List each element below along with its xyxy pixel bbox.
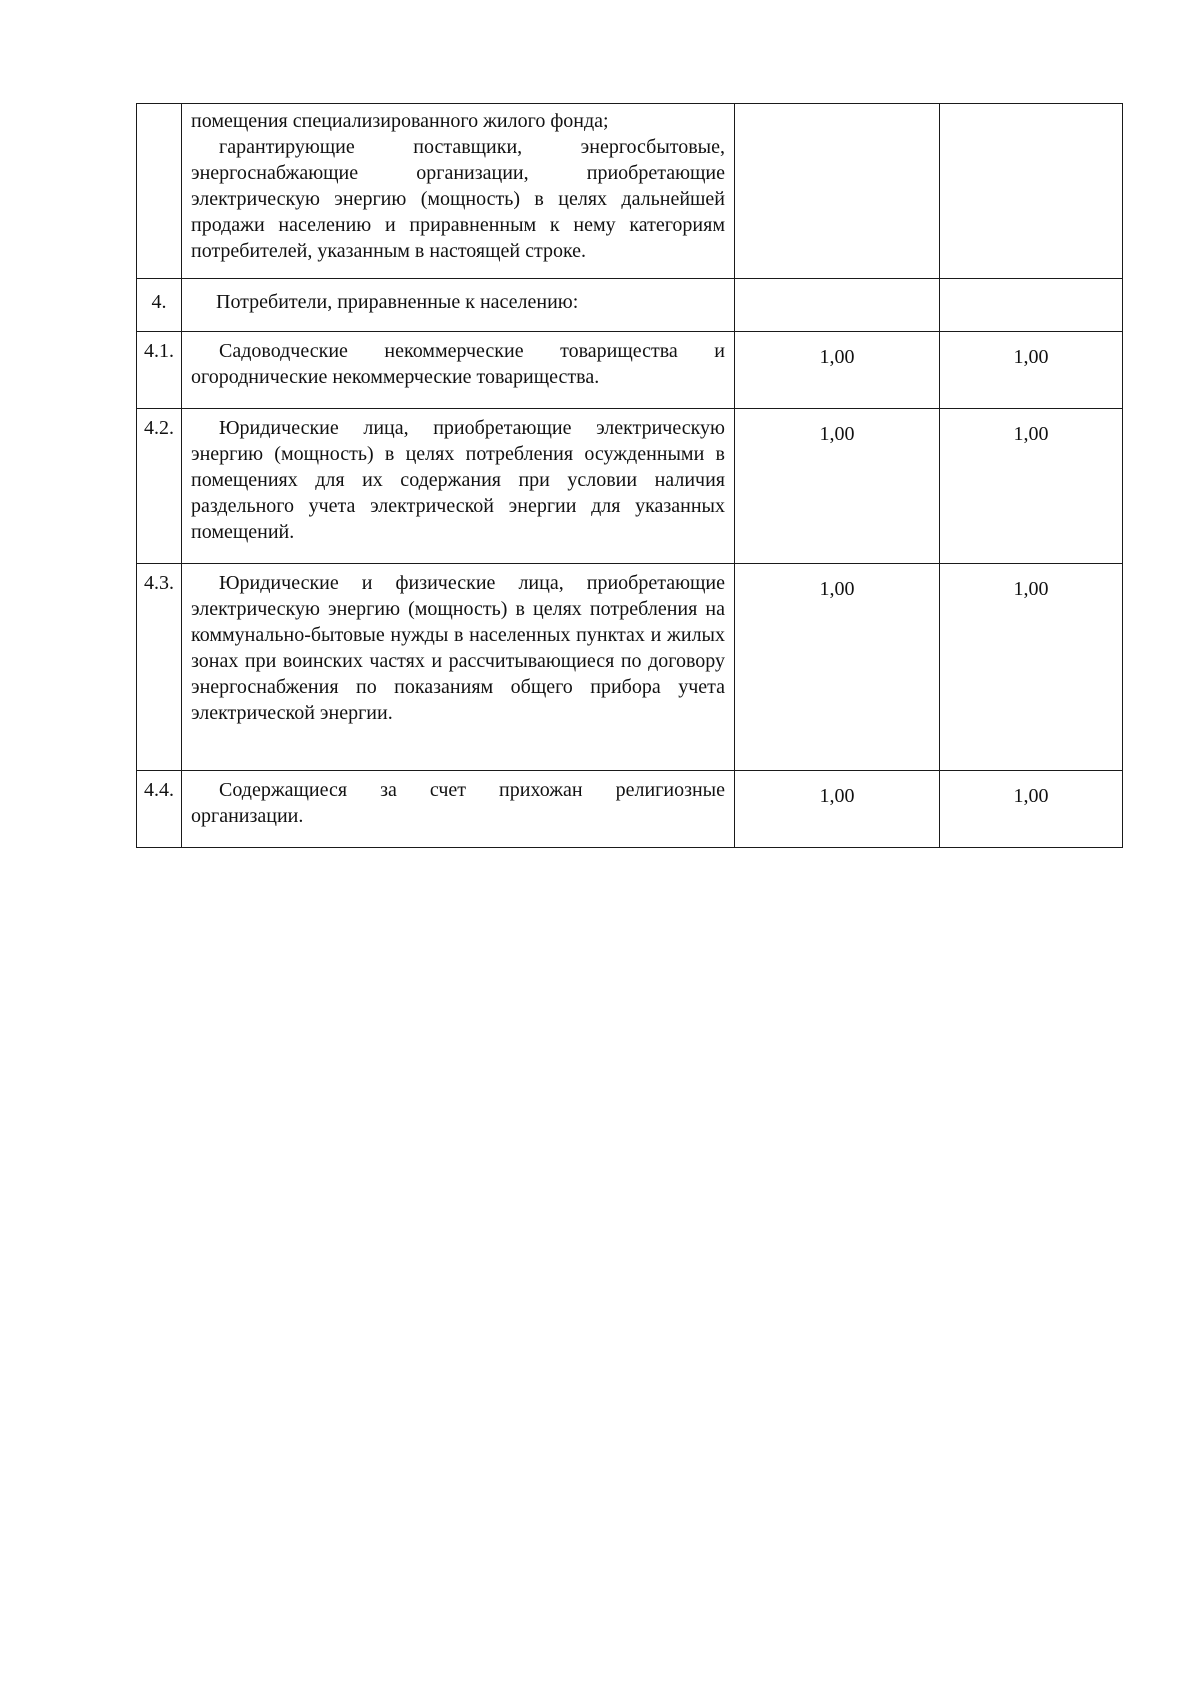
row-value-1-cell [735,104,940,279]
row-value-1 [735,279,940,332]
row-value-1: 1,00 [735,771,940,848]
row-description: Садоводческие некоммерческие товарищества и огороднические некоммерческие товарищества. [191,340,725,388]
row-value-2: 1,00 [940,332,1123,409]
row-number: 4.4. [137,771,182,848]
row-number: 4.3. [137,564,182,771]
row-description-cell [182,409,735,564]
row-value-2-cell [940,104,1123,279]
table-row [137,332,1123,409]
row-value-1: 1,00 [735,332,940,409]
table-row [137,409,1123,564]
row-value-1: 1,00 [735,409,940,564]
row-value-2 [940,279,1123,332]
description-line: помещения специализированного жилого фонда; [191,110,609,132]
row-value-2: 1,00 [940,564,1123,771]
row-value-1: 1,00 [735,564,940,771]
row-number: 4.1. [137,332,182,409]
table-row [137,279,1123,332]
table-row [137,564,1123,771]
row-number: 4. [137,279,182,332]
row-description: Содержащиеся за счет прихожан религиозные организации. [191,779,725,827]
row-value-2: 1,00 [940,409,1123,564]
row-description: Юридические лица, приобретающие электрическую энергию (мощность) в целях потребления осужденными в помещениях для их содержания при условии наличия раздельного учета электрической энергии для указанных помещений. [191,417,725,543]
tariff-table [136,103,1123,848]
table-row [137,771,1123,848]
row-description-cell [182,104,735,279]
table-row-continuation [137,104,1123,279]
row-description: Юридические и физические лица, приобретающие электрическую энергию (мощность) в целях потребления на коммунально-бытовые нужды в населенных пунктах и жилых зонах при воинских частях и рассчитывающиеся по договору энергоснабжения по показаниям общего прибора учета электрической энергии. [191,572,725,724]
row-number-cell [137,104,182,279]
row-value-2: 1,00 [940,771,1123,848]
row-description-cell [182,332,735,409]
row-number: 4.2. [137,409,182,564]
row-description: Потребители, приравненные к населению: [182,279,735,332]
row-description-cell [182,564,735,771]
description-paragraph: гарантирующие поставщики, энергосбытовые, энергоснабжающие организации, приобретающие электрическую энергию (мощность) в целях дальнейшей продажи населению и приравненным к нему категориям потребителей, указанным в настоящей строке. [191,136,725,262]
row-description-cell [182,771,735,848]
